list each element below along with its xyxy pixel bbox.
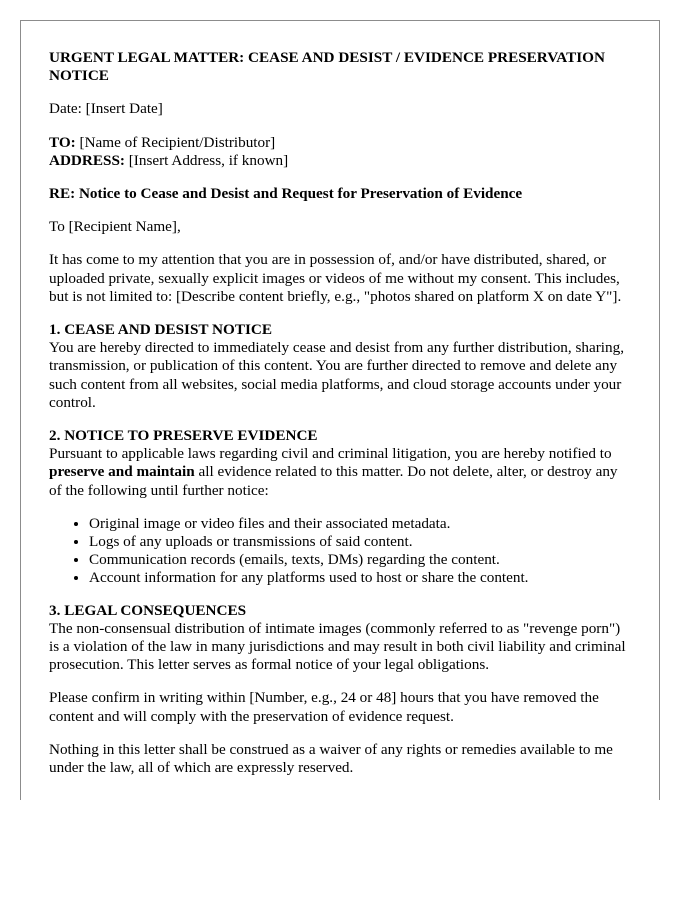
evidence-list [49, 515, 632, 588]
section-heading: 3. LEGAL CONSEQUENCES [49, 601, 247, 619]
section-body-end: all evidence related to this matter. Do not delete, alter, or destroy any of the following until further notice: [49, 463, 618, 499]
re-line-text: RE: Notice to Cease and Desist and Request for Preservation of Evidence [49, 185, 523, 203]
address-label: ADDRESS: [49, 151, 125, 169]
section-body-start: Pursuant to applicable laws regarding civil and criminal litigation, you are hereby notified to [49, 445, 612, 463]
section-preserve-evidence [49, 427, 632, 500]
section-heading: 1. CEASE AND DESIST NOTICE [49, 321, 272, 339]
intro-paragraph: It has come to my attention that you are in possession of, and/or have distributed, shared, or uploaded private, sexually explicit images or videos of me without my consent. This includes, but is not limited to: [Describe content briefly, e.g., "photos shared on platform X on date Y"]. [49, 251, 622, 305]
address-row [49, 152, 288, 169]
address-value: [Insert Address, if known] [124, 151, 289, 169]
to-row [49, 134, 275, 151]
section-body: You are hereby directed to immediately cease and desist from any further distribution, sharing, transmission, or publication of this content. You are further directed to remove and delete any such content from all websites, social media platforms, and cloud storage accounts under your control. [49, 339, 624, 411]
re-line [49, 185, 632, 203]
list-item: • Original image or video files and their associated metadata. [89, 515, 632, 533]
section-cease-and-desist [49, 321, 632, 412]
section-body-emphasis: preserve and maintain [49, 463, 195, 481]
to-value: [Name of Recipient/Distributor] [75, 133, 276, 151]
to-label: TO: [49, 133, 76, 151]
letter-title: URGENT LEGAL MATTER: CEASE AND DESIST / EVIDENCE PRESERVATION NOTICE [49, 49, 605, 85]
section-body: The non-consensual distribution of intimate images (commonly referred to as "revenge porn") is a violation of the law in many jurisdictions and may result in both civil liability and criminal prosecution. This letter serves as formal notice of your legal obligations. [49, 619, 626, 674]
date-line: Date: [Insert Date] [49, 100, 163, 118]
letter-page [20, 20, 660, 800]
list-item: • Account information for any platforms used to host or share the content. [89, 569, 632, 587]
confirm-paragraph: Please confirm in writing within [Number, e.g., 24 or 48] hours that you have removed the content and will comply with the preservation of evidence request. [49, 689, 599, 725]
recipient-block [49, 134, 632, 170]
salutation: To [Recipient Name], [49, 218, 181, 236]
list-item: • Communication records (emails, texts, DMs) regarding the content. [89, 551, 632, 569]
section-legal-consequences [49, 602, 632, 675]
list-item: • Logs of any uploads or transmissions of said content. [89, 533, 632, 551]
section-heading: 2. NOTICE TO PRESERVE EVIDENCE [49, 427, 318, 445]
waiver-paragraph: Nothing in this letter shall be construed as a waiver of any rights or remedies available to me under the law, all of which are expressly reserved. [49, 740, 613, 777]
